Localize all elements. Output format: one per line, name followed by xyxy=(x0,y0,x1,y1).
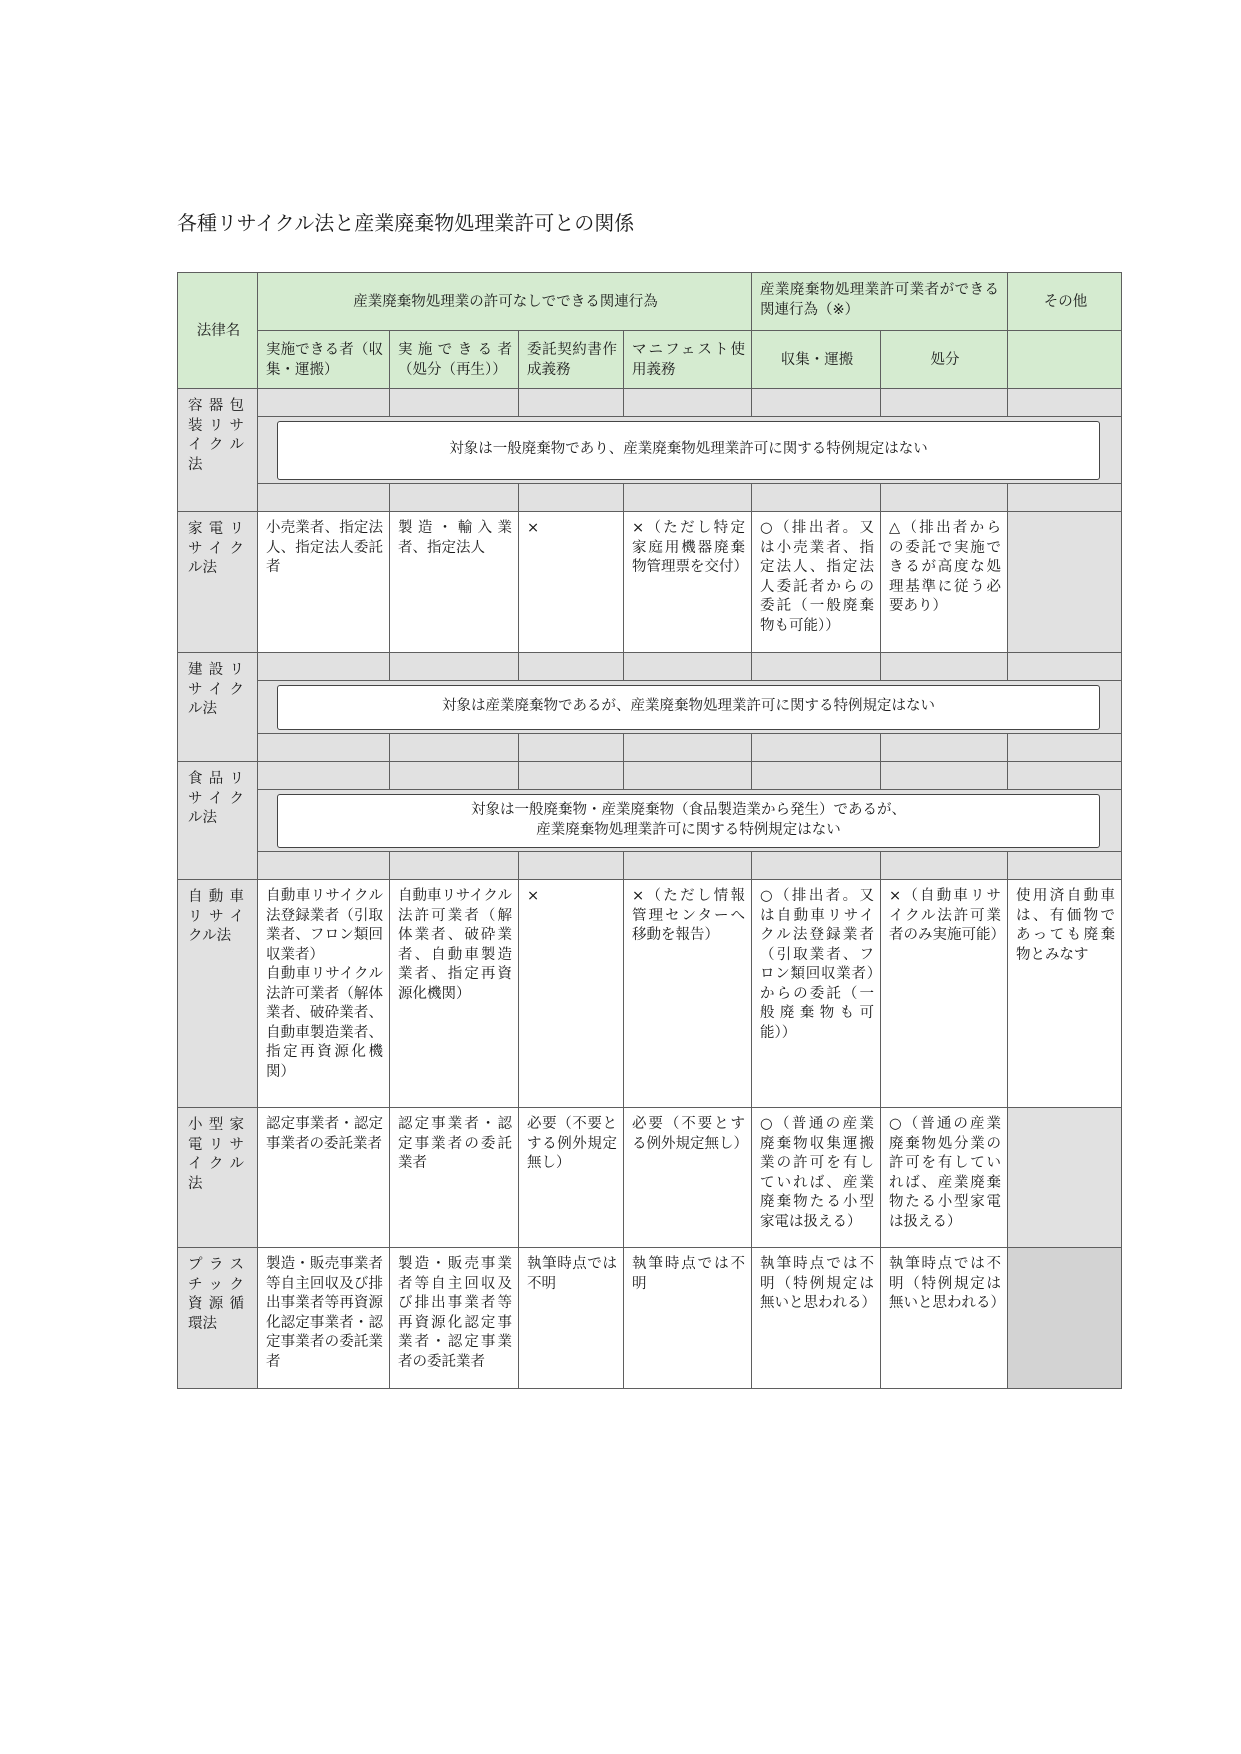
shaded-cell xyxy=(1008,762,1122,790)
header-collect: 実施できる者（収集・運搬） xyxy=(258,331,390,389)
note-cell xyxy=(258,790,1122,852)
header-other: その他 xyxy=(1008,273,1122,331)
shaded-cell xyxy=(390,653,519,681)
law-name: 家電リサイクル法 xyxy=(178,512,258,653)
law-name: 容器包装リサイクル法 xyxy=(178,389,258,512)
shaded-cell xyxy=(258,389,390,417)
shaded-cell xyxy=(881,852,1008,880)
header-permit-dispose: 処分 xyxy=(881,331,1008,389)
shaded-cell xyxy=(752,762,881,790)
shaded-cell xyxy=(390,734,519,762)
table-row xyxy=(178,1248,1122,1389)
cell-permit-collect: ○（排出者。又は小売業者、指定法人、指定法人委託者からの委託（一般廃棄物も可能）） xyxy=(752,512,881,653)
table-row xyxy=(178,653,1122,681)
table-row xyxy=(178,417,1122,484)
shaded-cell xyxy=(258,484,390,512)
cell-other-empty xyxy=(1008,512,1122,653)
table-row xyxy=(178,852,1122,880)
table-row xyxy=(178,880,1122,1108)
cell-permit-collect: ○（排出者。又は自動車リサイクル法登録業者（引取業者、フロン類回収業者）からの委託（一般廃棄物も可能）） xyxy=(752,880,881,1108)
cell-permit-collect: ○（普通の産業廃棄物収集運搬業の許可を有していれば、産業廃棄物たる小型家電は扱える） xyxy=(752,1108,881,1248)
cell-collect xyxy=(258,880,390,1108)
header-dispose: 実施できる者（処分（再生）） xyxy=(390,331,519,389)
shaded-cell xyxy=(752,484,881,512)
shaded-cell xyxy=(752,852,881,880)
note-text-line-2: 産業廃棄物処理業許可に関する特例規定はない xyxy=(536,821,841,838)
shaded-cell xyxy=(624,653,752,681)
note-text-line-1: 対象は一般廃棄物・産業廃棄物（食品製造業から発生）であるが、 xyxy=(471,802,906,818)
shaded-cell xyxy=(519,484,624,512)
note-text: 対象は産業廃棄物であるが、産業廃棄物処理業許可に関する特例規定はない xyxy=(442,698,935,715)
shaded-cell xyxy=(258,762,390,790)
table-row xyxy=(178,762,1122,790)
cell-collect-part-2: 自動車リサイクル法許可業者（解体業者、破砕業者、自動車製造業者、指定再資源化機関） xyxy=(266,966,383,1080)
shaded-cell xyxy=(752,653,881,681)
shaded-cell xyxy=(624,762,752,790)
shaded-cell xyxy=(390,852,519,880)
law-name: 建設リサイクル法 xyxy=(178,653,258,762)
note-box xyxy=(277,794,1100,848)
cell-other-empty xyxy=(1008,1108,1122,1248)
table-row xyxy=(178,1108,1122,1248)
header-manifest: マニフェスト使用義務 xyxy=(624,331,752,389)
cell-contract: × xyxy=(519,512,624,653)
shaded-cell xyxy=(1008,734,1122,762)
header-permit-collect: 収集・運搬 xyxy=(752,331,881,389)
recycling-law-permit-table xyxy=(177,272,1122,1389)
shaded-cell xyxy=(1008,389,1122,417)
shaded-cell xyxy=(881,389,1008,417)
law-name: 食品リサイクル法 xyxy=(178,762,258,880)
cell-dispose: 製造・販売事業者等自主回収及び排出事業者等再資源化認定事業者・認定事業者の委託業者 xyxy=(390,1248,519,1389)
shaded-cell xyxy=(390,484,519,512)
cell-dispose: 認定事業者・認定事業者の委託業者 xyxy=(390,1108,519,1248)
note-text: 対象は一般廃棄物であり、産業廃棄物処理業許可に関する特例規定はない xyxy=(449,441,928,458)
cell-other: 使用済自動車は、有価物であっても廃棄物とみなす xyxy=(1008,880,1122,1108)
table-row xyxy=(178,790,1122,852)
law-name: 自動車リサイクル法 xyxy=(178,880,258,1108)
cell-manifest: 必要（不要とする例外規定無し） xyxy=(624,1108,752,1248)
cell-contract: 必要（不要とする例外規定無し） xyxy=(519,1108,624,1248)
cell-dispose: 製造・輸入業者、指定法人 xyxy=(390,512,519,653)
shaded-cell xyxy=(881,484,1008,512)
shaded-cell xyxy=(519,389,624,417)
cell-contract: 執筆時点では不明 xyxy=(519,1248,624,1389)
shaded-cell xyxy=(258,734,390,762)
shaded-cell xyxy=(624,389,752,417)
header-law-name: 法律名 xyxy=(178,273,258,389)
shaded-cell xyxy=(258,653,390,681)
header-contract: 委託契約書作成義務 xyxy=(519,331,624,389)
cell-manifest: ×（ただし情報管理センターへ移動を報告） xyxy=(624,880,752,1108)
table-row xyxy=(178,734,1122,762)
shaded-cell xyxy=(881,762,1008,790)
shaded-cell xyxy=(624,484,752,512)
cell-permit-dispose: △（排出者からの委託で実施できるが高度な処理基準に従う必要あり） xyxy=(881,512,1008,653)
note-cell xyxy=(258,681,1122,734)
note-box xyxy=(277,421,1100,480)
table-row xyxy=(178,484,1122,512)
shaded-cell xyxy=(390,389,519,417)
cell-collect-part-1: 自動車リサイクル法登録業者（引取業者、フロン類回収業者） xyxy=(266,888,383,963)
cell-manifest: ×（ただし特定家庭用機器廃棄物管理票を交付） xyxy=(624,512,752,653)
shaded-cell xyxy=(519,852,624,880)
law-name: プラスチック資源循環法 xyxy=(178,1248,258,1389)
table-row xyxy=(178,512,1122,653)
cell-other-empty xyxy=(1008,1248,1122,1389)
cell-permit-dispose: ○（普通の産業廃棄物処分業の許可を有していれば、産業廃棄物たる小型家電は扱える） xyxy=(881,1108,1008,1248)
cell-collect: 小売業者、指定法人、指定法人委託者 xyxy=(258,512,390,653)
shaded-cell xyxy=(519,653,624,681)
cell-collect: 認定事業者・認定事業者の委託業者 xyxy=(258,1108,390,1248)
shaded-cell xyxy=(881,734,1008,762)
header-row-2 xyxy=(178,331,1122,389)
shaded-cell xyxy=(1008,653,1122,681)
header-other-empty xyxy=(1008,331,1122,389)
shaded-cell xyxy=(1008,484,1122,512)
cell-permit-dispose: ×（自動車リサイクル法許可業者のみ実施可能） xyxy=(881,880,1008,1108)
header-group-permit-holder: 産業廃棄物処理業許可業者ができる関連行為（※） xyxy=(752,273,1008,331)
shaded-cell xyxy=(519,762,624,790)
note-box xyxy=(277,685,1100,730)
shaded-cell xyxy=(752,389,881,417)
header-group-no-permit: 産業廃棄物処理業の許可なしでできる関連行為 xyxy=(258,273,752,331)
table-row xyxy=(178,681,1122,734)
cell-contract: × xyxy=(519,880,624,1108)
cell-manifest: 執筆時点では不明 xyxy=(624,1248,752,1389)
page-title: 各種リサイクル法と産業廃棄物処理業許可との関係 xyxy=(177,211,635,235)
shaded-cell xyxy=(752,734,881,762)
shaded-cell xyxy=(519,734,624,762)
table-row xyxy=(178,389,1122,417)
cell-permit-dispose: 執筆時点では不明（特例規定は無いと思われる） xyxy=(881,1248,1008,1389)
shaded-cell xyxy=(624,734,752,762)
shaded-cell xyxy=(390,762,519,790)
shaded-cell xyxy=(258,852,390,880)
shaded-cell xyxy=(624,852,752,880)
cell-collect: 製造・販売事業者等自主回収及び排出事業者等再資源化認定事業者・認定事業者の委託業者 xyxy=(258,1248,390,1389)
cell-dispose: 自動車リサイクル法許可業者（解体業者、破砕業者、自動車製造業者、指定再資源化機関） xyxy=(390,880,519,1108)
shaded-cell xyxy=(1008,852,1122,880)
shaded-cell xyxy=(881,653,1008,681)
law-name: 小型家電リサイクル法 xyxy=(178,1108,258,1248)
header-row-1 xyxy=(178,273,1122,331)
cell-permit-collect: 執筆時点では不明（特例規定は無いと思われる） xyxy=(752,1248,881,1389)
note-cell xyxy=(258,417,1122,484)
